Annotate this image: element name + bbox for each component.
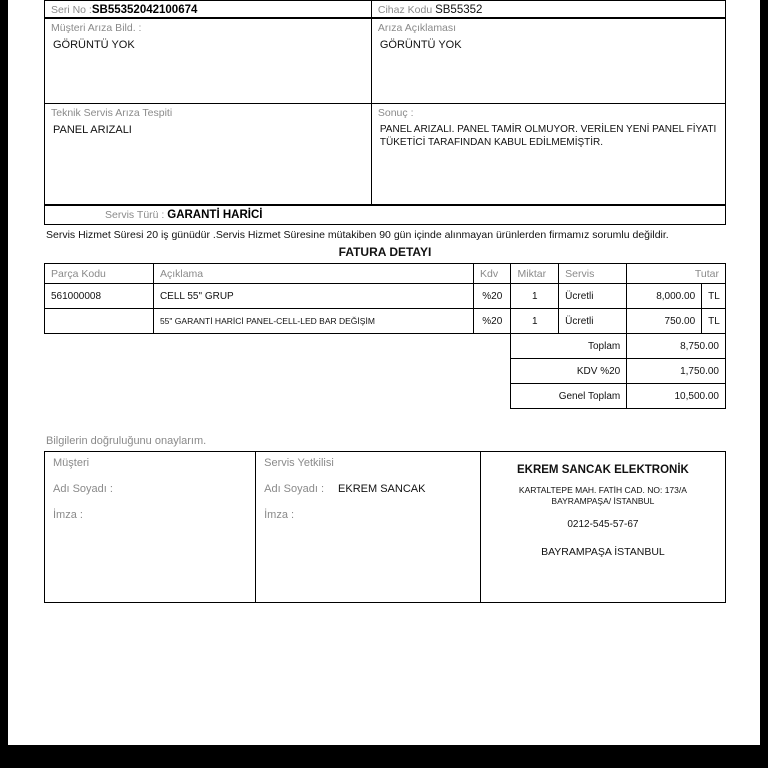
total-value-kdv: 1,750.00 xyxy=(627,359,726,384)
cell-aciklama: 55" GARANTİ HARİCİ PANEL-CELL-LED BAR DEĞİŞİM xyxy=(153,309,473,334)
cell-parca-kodu xyxy=(45,309,154,334)
cell-tutar: 750.00 xyxy=(627,309,702,334)
seri-no-cell xyxy=(45,1,372,18)
service-note: Servis Hizmet Süresi 20 iş günüdür .Servis Hizmet Süresine mütakiben 90 gün içinde alınmayan ürünlerden firmamız sorumlu değildir. xyxy=(46,229,669,241)
total-value-genel: 10,500.00 xyxy=(627,384,726,409)
total-label-genel: Genel Toplam xyxy=(511,384,627,409)
cell-miktar: 1 xyxy=(511,284,559,309)
totals-row-toplam xyxy=(45,334,726,359)
company-block xyxy=(481,452,725,558)
cell-miktar: 1 xyxy=(511,309,559,334)
service-type-label: Servis Türü : GARANTİ HARİCİ xyxy=(105,209,263,221)
musteri-ariza-value: GÖRÜNTÜ YOK xyxy=(53,39,135,51)
cihaz-kodu-label: Cihaz Kodu SB55352 xyxy=(377,4,483,16)
company-name: EKREM SANCAK ELEKTRONİK xyxy=(516,464,689,476)
cell-para-birimi: TL xyxy=(702,309,726,334)
cell-kdv: %20 xyxy=(474,284,511,309)
sonuc-cell xyxy=(371,104,725,205)
teknik-tespit-value: PANEL ARIZALI xyxy=(53,124,132,136)
customer-title: Müşteri xyxy=(53,457,90,469)
teknik-tespit-label: Teknik Servis Arıza Tespiti xyxy=(51,107,173,119)
col-tutar: Tutar xyxy=(627,264,726,284)
service-type-cell xyxy=(45,206,726,225)
invoice-header-row xyxy=(45,264,726,284)
col-miktar: Miktar xyxy=(511,264,559,284)
sonuc-label: Sonuç : xyxy=(377,107,414,119)
ariza-aciklamasi-label: Arıza Açıklaması xyxy=(377,22,457,34)
fault-table xyxy=(44,18,726,205)
company-info-cell xyxy=(480,452,725,603)
col-kdv: Kdv xyxy=(474,264,511,284)
service-name-value: EKREM SANCAK xyxy=(338,483,426,495)
header-table xyxy=(44,0,726,18)
customer-name-value xyxy=(113,483,127,495)
company-phone: 0212-545-57-67 xyxy=(567,518,639,530)
col-servis: Servis xyxy=(559,264,627,284)
confirmation-text: Bilgilerin doğruluğunu onaylarım. xyxy=(46,435,207,447)
invoice-table xyxy=(44,263,726,409)
musteri-ariza-cell xyxy=(45,19,372,104)
company-address-line1: KARTALTEPE MAH. FATİH CAD. NO: 173/A xyxy=(518,485,687,495)
table-row xyxy=(45,309,726,334)
sonuc-value: PANEL ARIZALI. PANEL TAMİR OLMUYOR. VERİLEN YENİ PANEL FİYATI TÜKETİCİ TARAFINDAN KABUL EDİLMEMİŞTİR. xyxy=(379,124,717,148)
teknik-tespit-cell xyxy=(45,104,372,205)
customer-sign-label: İmza : xyxy=(53,509,83,521)
service-form xyxy=(44,0,726,603)
totals-row-kdv xyxy=(45,359,726,384)
total-label-kdv: KDV %20 xyxy=(511,359,627,384)
cell-parca-kodu: 561000008 xyxy=(45,284,154,309)
company-city: BAYRAMPAŞA İSTANBUL xyxy=(541,545,665,558)
service-type-value: GARANTİ HARİCİ xyxy=(167,209,263,221)
service-title: Servis Yetkilisi xyxy=(264,457,334,469)
cihaz-kodu-value: SB55352 xyxy=(435,4,483,16)
cell-servis: Ücretli xyxy=(559,309,627,334)
totals-row-genel xyxy=(45,384,726,409)
service-type-table xyxy=(44,205,726,225)
company-address-line2: BAYRAMPAŞA/ İSTANBUL xyxy=(551,496,655,507)
cihaz-kodu-cell xyxy=(371,1,725,18)
cell-servis: Ücretli xyxy=(559,284,627,309)
seri-no-value: SB55352042100674 xyxy=(91,4,198,16)
musteri-ariza-label: Müşteri Arıza Bild. : xyxy=(51,22,142,34)
col-parca-kodu: Parça Kodu xyxy=(45,264,154,284)
company-address xyxy=(481,476,725,508)
cell-tutar: 8,000.00 xyxy=(627,284,702,309)
seri-no-label: Seri No :SB55352042100674 xyxy=(51,4,198,16)
total-value-toplam: 8,750.00 xyxy=(627,334,726,359)
document-page xyxy=(8,0,760,745)
col-aciklama: Açıklama xyxy=(153,264,473,284)
invoice-title: FATURA DETAYI xyxy=(338,245,432,259)
cell-para-birimi: TL xyxy=(702,284,726,309)
ariza-aciklamasi-cell xyxy=(371,19,725,104)
table-row xyxy=(45,284,726,309)
total-label-toplam: Toplam xyxy=(511,334,627,359)
ariza-aciklamasi-value: GÖRÜNTÜ YOK xyxy=(379,39,462,51)
customer-name-label: Adı Soyadı : xyxy=(45,469,255,495)
signature-table xyxy=(44,451,726,603)
cell-kdv: %20 xyxy=(474,309,511,334)
customer-signature-cell xyxy=(45,452,256,603)
cell-aciklama: CELL 55" GRUP xyxy=(153,284,473,309)
service-signature-cell xyxy=(256,452,481,603)
service-name-label: Adı Soyadı : EKREM SANCAK xyxy=(264,483,426,495)
service-sign-label: İmza : xyxy=(264,509,295,521)
